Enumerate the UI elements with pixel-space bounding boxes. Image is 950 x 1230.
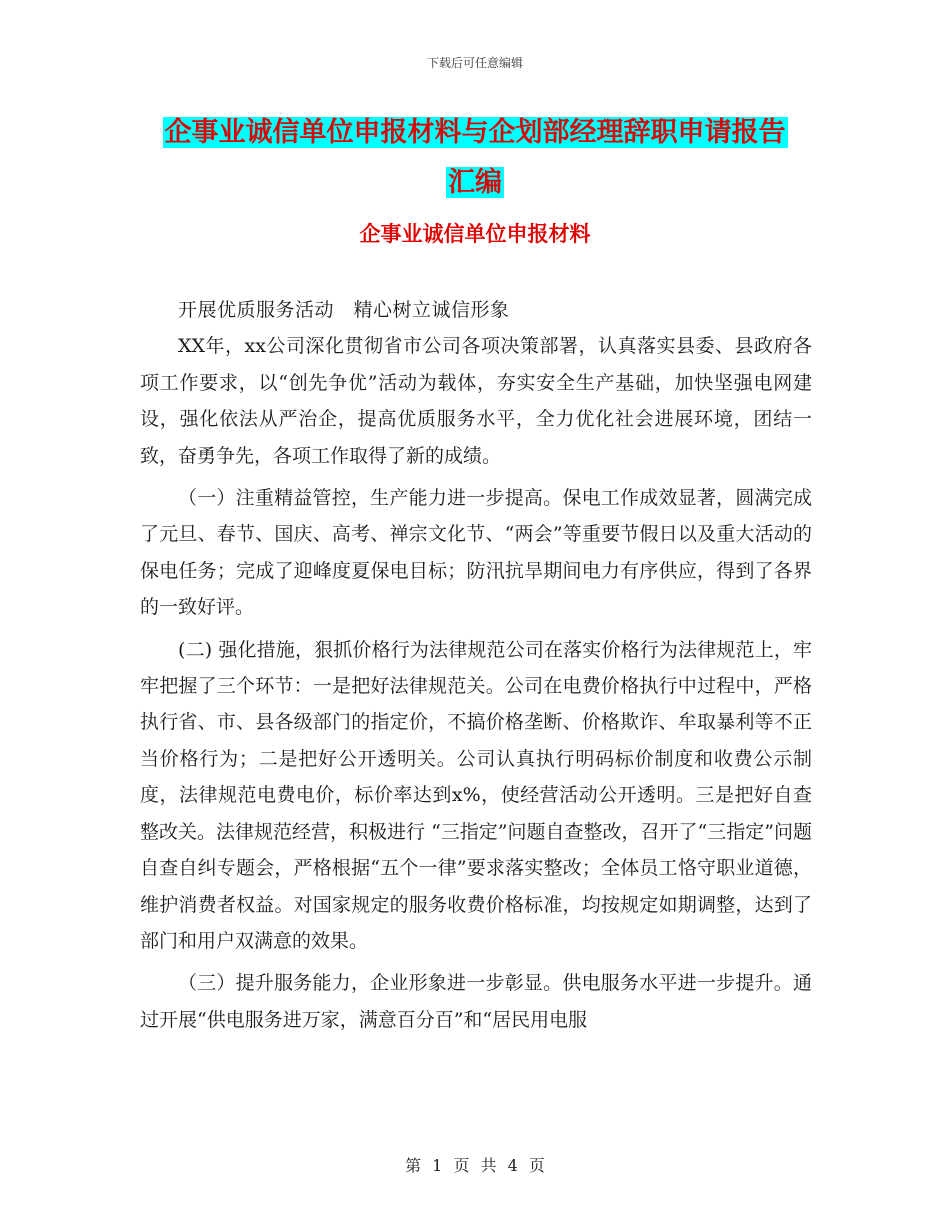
document-body bbox=[140, 292, 812, 1038]
paragraph-item-2: (二) 强化措施，狠抓价格行为法律规范公司在落实价格行为法律规范上，牢牢把握了三个环节：一是把好法律规范关。公司在电费价格执行中过程中，严格执行省、市、县各级部门的指定价，不搞价格垄断、价格欺诈、牟取暴利等不正当价格行为；二是把好公开透明关。公司认真执行明码标价制度和收费公示制度，法律规范电费电价，标价率达到x%，使经营活动公开透明。三是把好自查整改关。法律规范经营，积极进行 “三指定”问题自查整改，召开了“三指定”问题自查自纠专题会，严格根据“五个一律”要求落实整改；全体员工恪守职业道德，维护消费者权益。对国家规定的服务收费价格标准，均按规定如期调整，达到了部门和用户双满意的效果。 bbox=[140, 638, 812, 952]
page-number-footer: 第 1 页 共 4 页 bbox=[405, 1156, 545, 1175]
section-heading: 企事业诚信单位申报材料 bbox=[359, 222, 591, 246]
paragraph-intro: XX年，xx公司深化贯彻省市公司各项决策部署，认真落实县委、县政府各项工作要求，以“创先争优”活动为载体，夯实安全生产基础，加快坚强电网建设，强化依法从严治企，提高优质服务水平，全力优化社会进展环境，团结一致，奋勇争先，各项工作取得了新的成绩。 bbox=[140, 335, 812, 467]
paragraph-item-1: （一）注重精益管控，生产能力进一步提高。保电工作成效显著，圆满完成了元旦、春节、国庆、高考、禅宗文化节、“两会”等重要节假日以及重大活动的保电任务；完成了迎峰度夏保电目标；防汛抗旱期间电力有序供应，得到了各界的一致好评。 bbox=[140, 487, 812, 619]
document-title-line-1: 企事业诚信单位申报材料与企划部经理辞职申请报告 bbox=[164, 117, 786, 148]
page-header-note: 下载后可任意编辑 bbox=[426, 56, 523, 70]
document-title bbox=[140, 108, 810, 208]
section-subtitle: 开展优质服务活动 精心树立诚信形象 bbox=[178, 299, 510, 321]
paragraph-item-3: （三）提升服务能力，企业形象进一步彰显。供电服务水平进一步提升。通过开展“供电服务进万家，满意百分百”和“居民用电服 bbox=[140, 972, 812, 1031]
document-title-line-2: 汇编 bbox=[448, 167, 502, 198]
